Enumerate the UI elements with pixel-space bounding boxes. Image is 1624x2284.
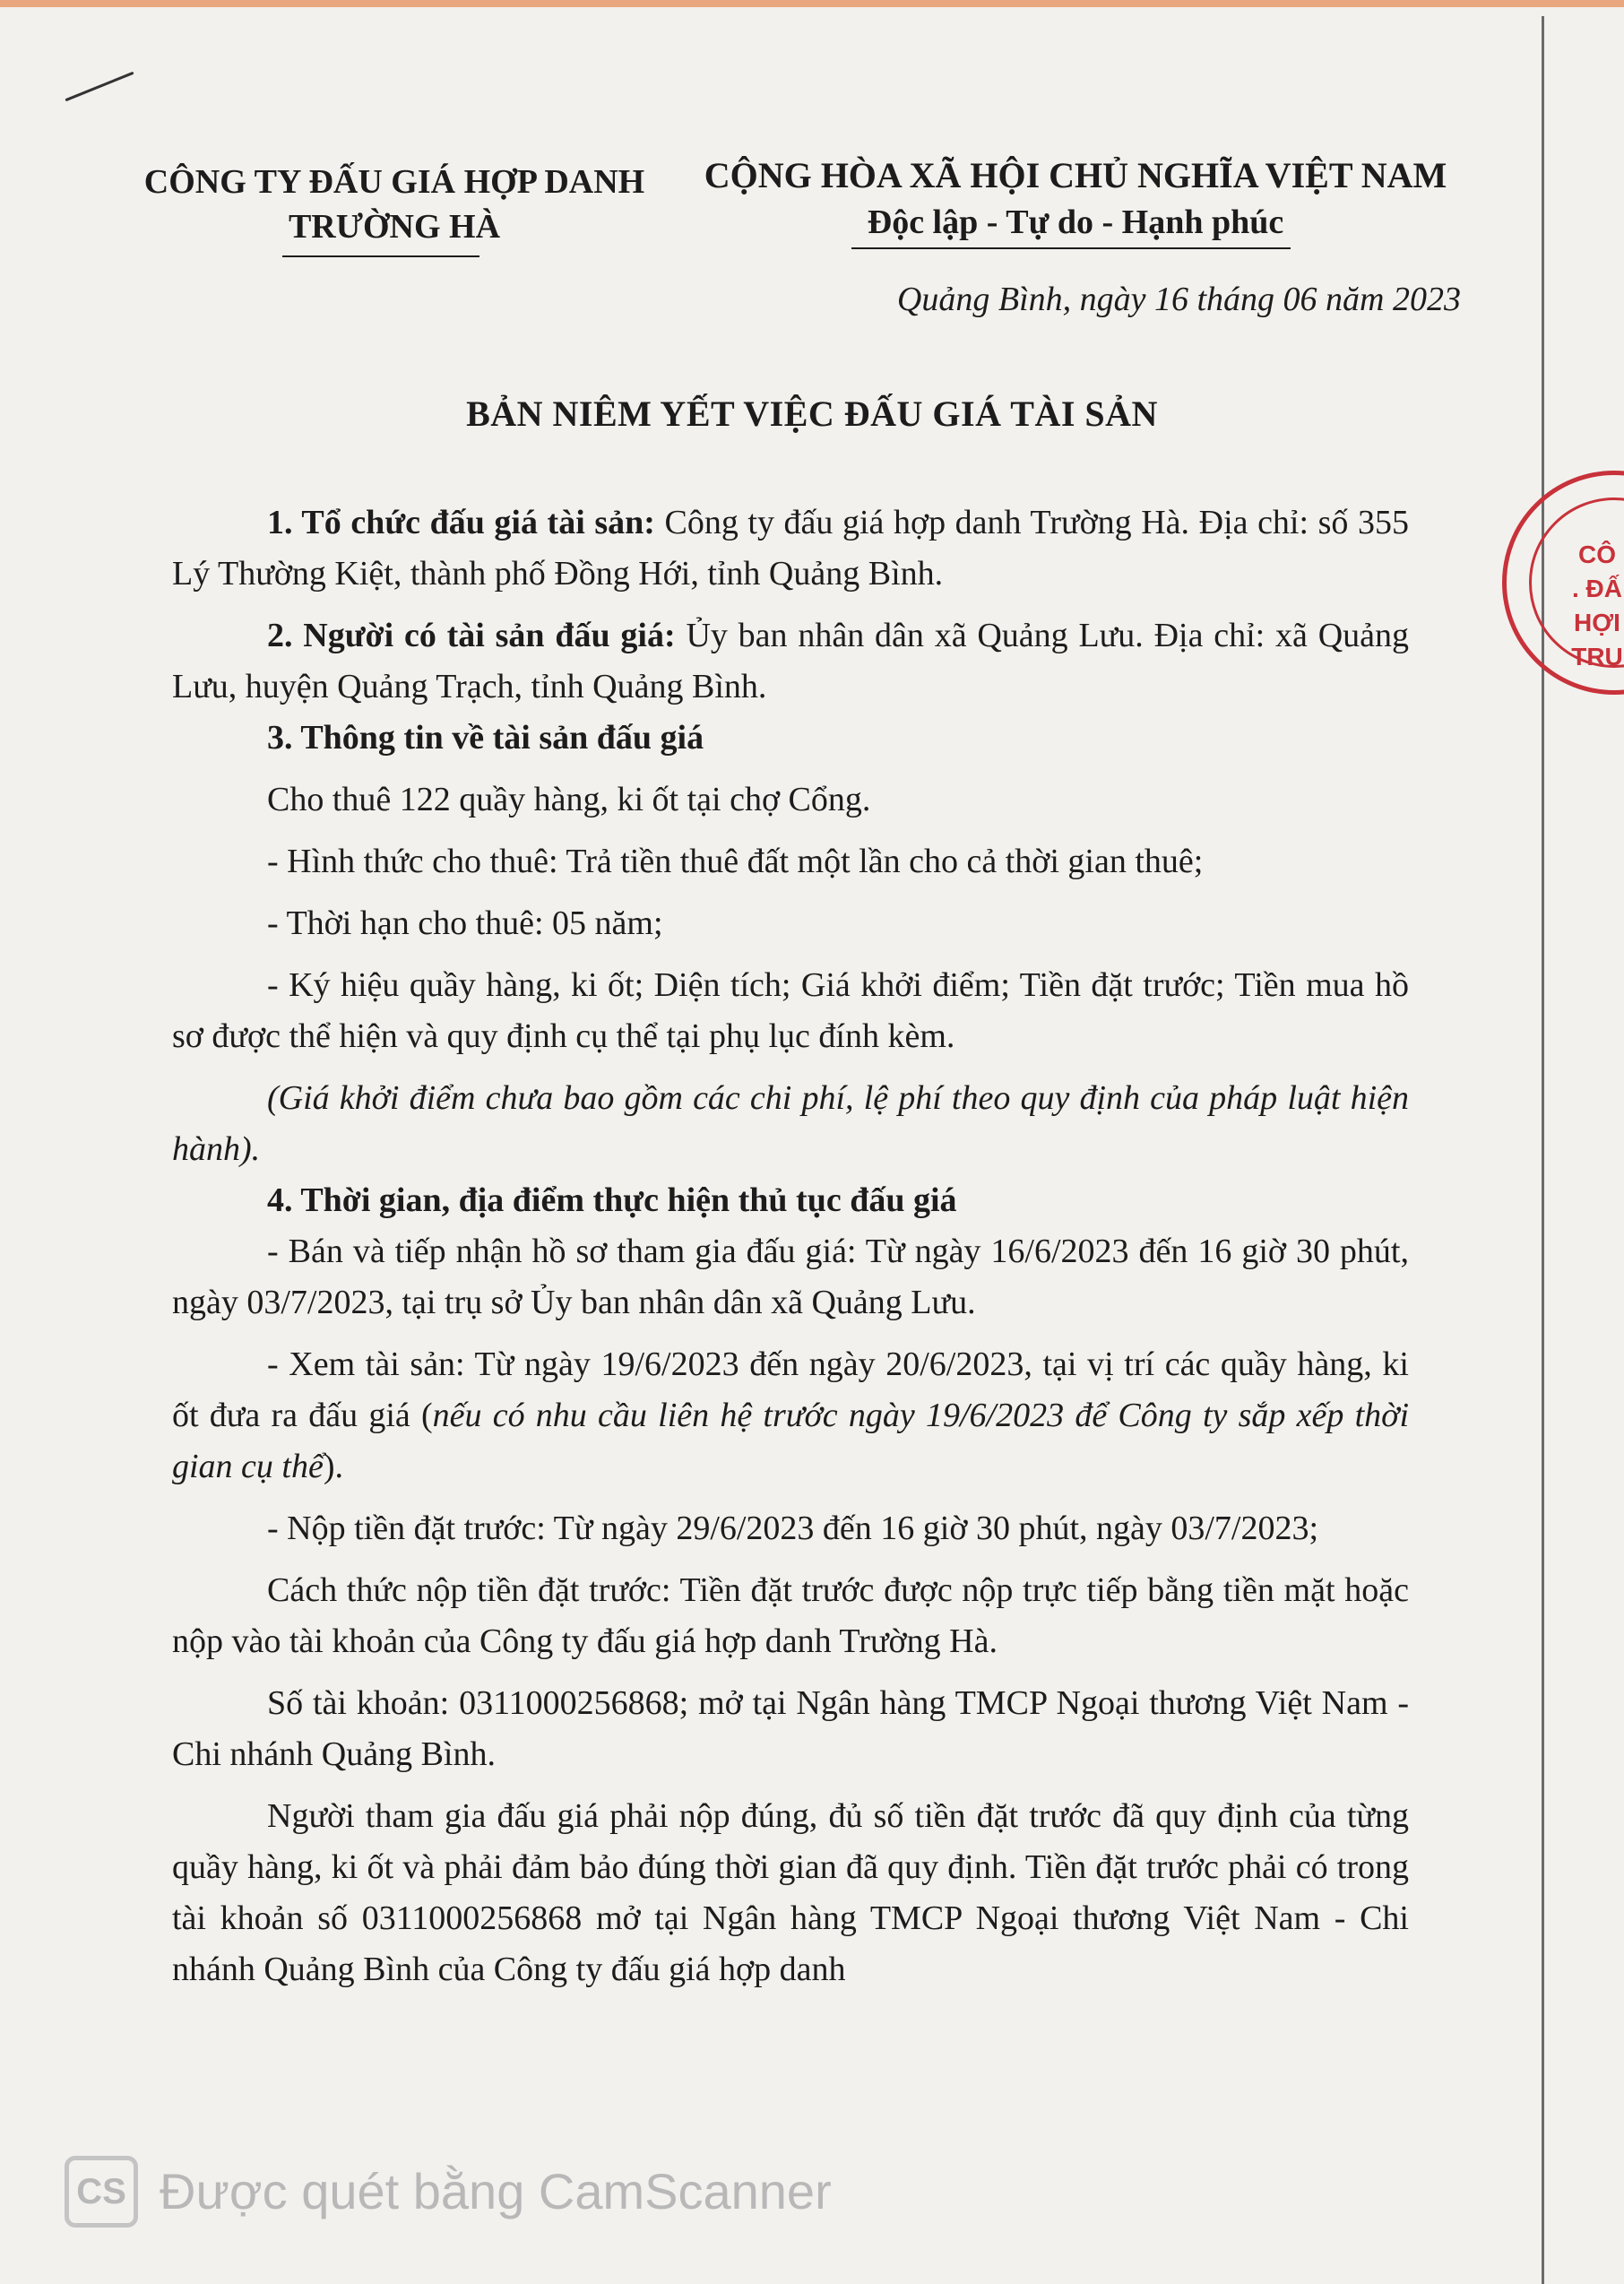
section-3-rental-term: - Thời hạn cho thuê: 05 năm; xyxy=(267,904,663,942)
national-motto: Độc lập - Tự do - Hạnh phúc xyxy=(867,203,1284,241)
organization-header xyxy=(125,160,663,249)
section-2-label: 2. Người có tài sản đấu giá: xyxy=(267,617,676,654)
section-4-heading: 4. Thời gian, địa điểm thực hiện thủ tục đấu giá xyxy=(267,1181,957,1219)
section-3-heading: 3. Thông tin về tài sản đấu giá xyxy=(267,719,704,757)
page-top-edge xyxy=(0,0,1624,7)
section-3-price-note: (Giá khởi điểm chưa bao gồm các chi phí, lệ phí theo quy định của pháp luật hiện hành). xyxy=(172,1079,1409,1168)
section-4-deposit-method: Cách thức nộp tiền đặt trước: Tiền đặt trước được nộp trực tiếp bằng tiền mặt hoặc nộp vào tài khoản của Công ty đấu giá hợp danh Trường Hà. xyxy=(172,1571,1409,1660)
section-2-text: Ủy ban nhân dân xã Quảng Lưu. Địa chỉ: xã Quảng Lưu, huyện Quảng Trạch, tỉnh Quảng Bình. xyxy=(172,617,1410,705)
section-4-asset-viewing: - Xem tài sản: Từ ngày 19/6/2023 đến ngày 20/6/2023, tại vị trí các quầy hàng, ki ốt đưa ra đấu giá (nếu có nhu cầu liên hệ trước ngày 19/6/2023 để Công ty sắp xếp thời gian cụ thể). xyxy=(172,1345,1409,1485)
red-seal-text: CÔ . ĐẤ HỢI TRU xyxy=(1571,541,1623,670)
document-title: BẢN NIÊM YẾT VIỆC ĐẤU GIÁ TÀI SẢN xyxy=(466,394,1158,434)
pen-mark xyxy=(65,72,134,101)
section-1 xyxy=(172,497,1409,600)
section-4-deposit-requirements: Người tham gia đấu giá phải nộp đúng, đủ số tiền đặt trước đã quy định của từng quầy hàng, ki ốt và phải đảm bảo đúng thời gian đã quy định. Tiền đặt trước phải có trong tài khoản số 0311000256868 mở tại Ngân hàng TMCP Ngoại thương Việt Nam - Chi nhánh Quảng Bình của Công ty đấu giá hợp danh xyxy=(172,1797,1409,1988)
document-date: Quảng Bình, ngày 16 tháng 06 năm 2023 xyxy=(896,281,1461,318)
national-title: CỘNG HÒA XÃ HỘI CHỦ NGHĨA VIỆT NAM xyxy=(704,155,1447,195)
section-3-paragraph: Cho thuê 122 quầy hàng, ki ốt tại chợ Cổng. xyxy=(267,781,871,818)
section-4-bank-account: Số tài khoản: 0311000256868; mở tại Ngân hàng TMCP Ngoại thương Việt Nam - Chi nhánh Quảng Bình. xyxy=(172,1684,1409,1773)
page-fold-line xyxy=(1542,16,1544,2284)
section-2 xyxy=(172,610,1409,713)
organization-name-line2: TRƯỜNG HÀ xyxy=(288,208,501,246)
section-4-deposit-period: - Nộp tiền đặt trước: Từ ngày 29/6/2023 đến 16 giờ 30 phút, ngày 03/7/2023; xyxy=(267,1510,1319,1547)
document-body xyxy=(172,497,1409,1995)
section-4-application-period: - Bán và tiếp nhận hồ sơ tham gia đấu giá: Từ ngày 16/6/2023 đến 16 giờ 30 phút, ngày 03/7/2023, tại trụ sở Ủy ban nhân dân xã Quảng Lưu. xyxy=(172,1233,1409,1321)
organization-underline xyxy=(282,255,479,257)
national-header xyxy=(690,152,1461,246)
motto-underline xyxy=(851,247,1291,249)
camscanner-logo-icon: CS xyxy=(65,2156,138,2228)
section-3-rental-form: - Hình thức cho thuê: Trả tiền thuê đất một lần cho cả thời gian thuê; xyxy=(267,843,1204,880)
section-1-label: 1. Tổ chức đấu giá tài sản: xyxy=(267,504,655,541)
section-3-appendix-note: - Ký hiệu quầy hàng, ki ốt; Diện tích; Giá khởi điểm; Tiền đặt trước; Tiền mua hồ sơ được thể hiện và quy định cụ thể tại phụ lục đính kèm. xyxy=(172,966,1409,1055)
camscanner-watermark: Được quét bằng CamScanner xyxy=(160,2163,832,2219)
section-1-text: Công ty đấu giá hợp danh Trường Hà. Địa chỉ: số 355 Lý Thường Kiệt, thành phố Đồng Hới, tỉnh Quảng Bình. xyxy=(172,504,1409,593)
organization-name-line1: CÔNG TY ĐẤU GIÁ HỢP DANH xyxy=(143,163,645,201)
